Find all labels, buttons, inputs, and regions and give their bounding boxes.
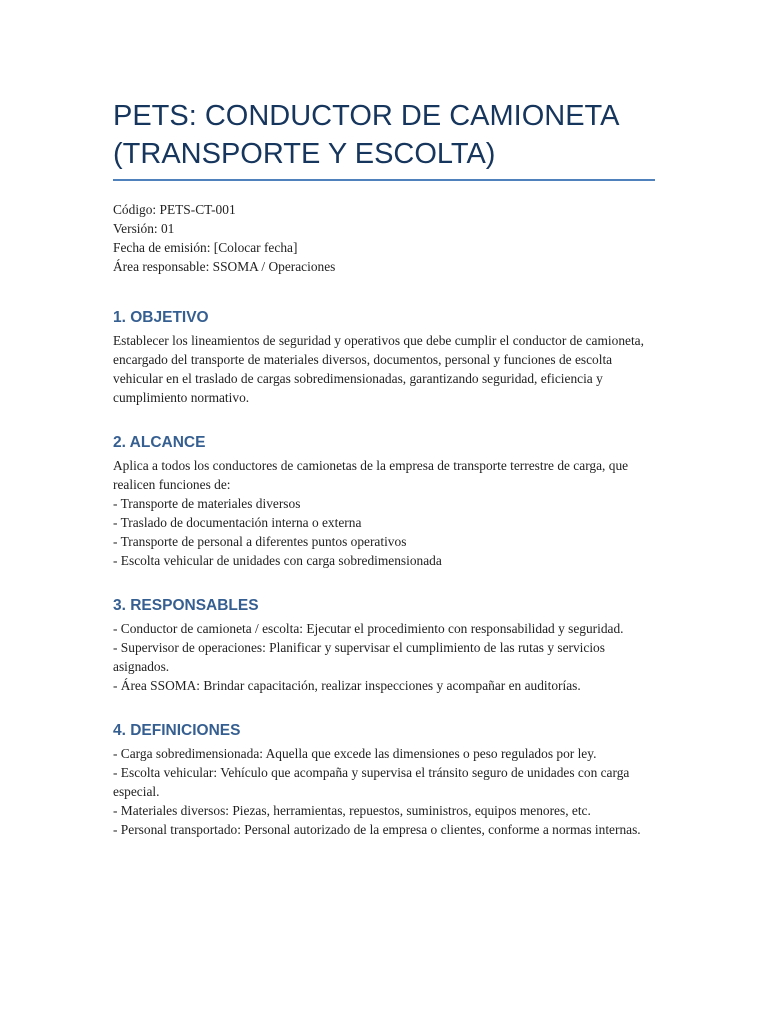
list-item: - Conductor de camioneta / escolta: Ejecutar el procedimiento con responsabilidad y seguridad. <box>113 621 624 636</box>
meta-code: Código: PETS-CT-001 <box>113 202 236 217</box>
list-item: - Materiales diversos: Piezas, herramientas, repuestos, suministros, equipos menores, etc. <box>113 803 591 818</box>
list-item: - Transporte de personal a diferentes puntos operativos <box>113 534 407 549</box>
section-heading: 3. RESPONSABLES <box>113 597 259 614</box>
section-definiciones <box>113 721 655 839</box>
section-alcance <box>113 433 655 570</box>
list-item: - Supervisor de operaciones: Planificar y supervisar el cumplimiento de las rutas y servicios asignados. <box>113 640 605 674</box>
document-metadata <box>113 200 655 276</box>
list-item: - Personal transportado: Personal autorizado de la empresa o clientes, conforme a normas internas. <box>113 822 641 837</box>
list-item: - Área SSOMA: Brindar capacitación, realizar inspecciones y acompañar en auditorías. <box>113 678 581 693</box>
section-body <box>113 456 655 570</box>
section-body <box>113 331 655 407</box>
list-item: - Escolta vehicular de unidades con carga sobredimensionada <box>113 553 442 568</box>
section-responsables <box>113 596 655 695</box>
list-item: - Transporte de materiales diversos <box>113 496 301 511</box>
document-title-line-2: (TRANSPORTE Y ESCOLTA) <box>113 138 496 170</box>
section-objetivo <box>113 308 655 407</box>
section-heading: 4. DEFINICIONES <box>113 722 241 739</box>
document-title-line-1: PETS: CONDUCTOR DE CAMIONETA <box>113 100 620 132</box>
list-item: - Traslado de documentación interna o externa <box>113 515 362 530</box>
list-item: - Carga sobredimensionada: Aquella que excede las dimensiones o peso regulados por ley. <box>113 746 597 761</box>
section-body <box>113 619 655 695</box>
section-body <box>113 744 655 839</box>
meta-version: Versión: 01 <box>113 221 175 236</box>
meta-issue-date: Fecha de emisión: [Colocar fecha] <box>113 240 298 255</box>
section-heading: 1. OBJETIVO <box>113 309 209 326</box>
section-paragraph: Establecer los lineamientos de seguridad y operativos que debe cumplir el conductor de camioneta, encargado del transporte de materiales diversos, documentos, personal y funciones de escolta vehicular en el traslado de cargas sobredimensionadas, garantizando seguridad, eficiencia y cumplimiento normativo. <box>113 333 644 405</box>
section-paragraph: Aplica a todos los conductores de camionetas de la empresa de transporte terrestre de carga, que realicen funciones de: <box>113 458 629 492</box>
section-heading: 2. ALCANCE <box>113 434 206 451</box>
title-divider <box>113 179 655 181</box>
meta-responsible-area: Área responsable: SSOMA / Operaciones <box>113 259 336 274</box>
document-title <box>113 0 655 173</box>
document-page <box>113 0 655 839</box>
list-item: - Escolta vehicular: Vehículo que acompaña y supervisa el tránsito seguro de unidades con carga especial. <box>113 765 630 799</box>
